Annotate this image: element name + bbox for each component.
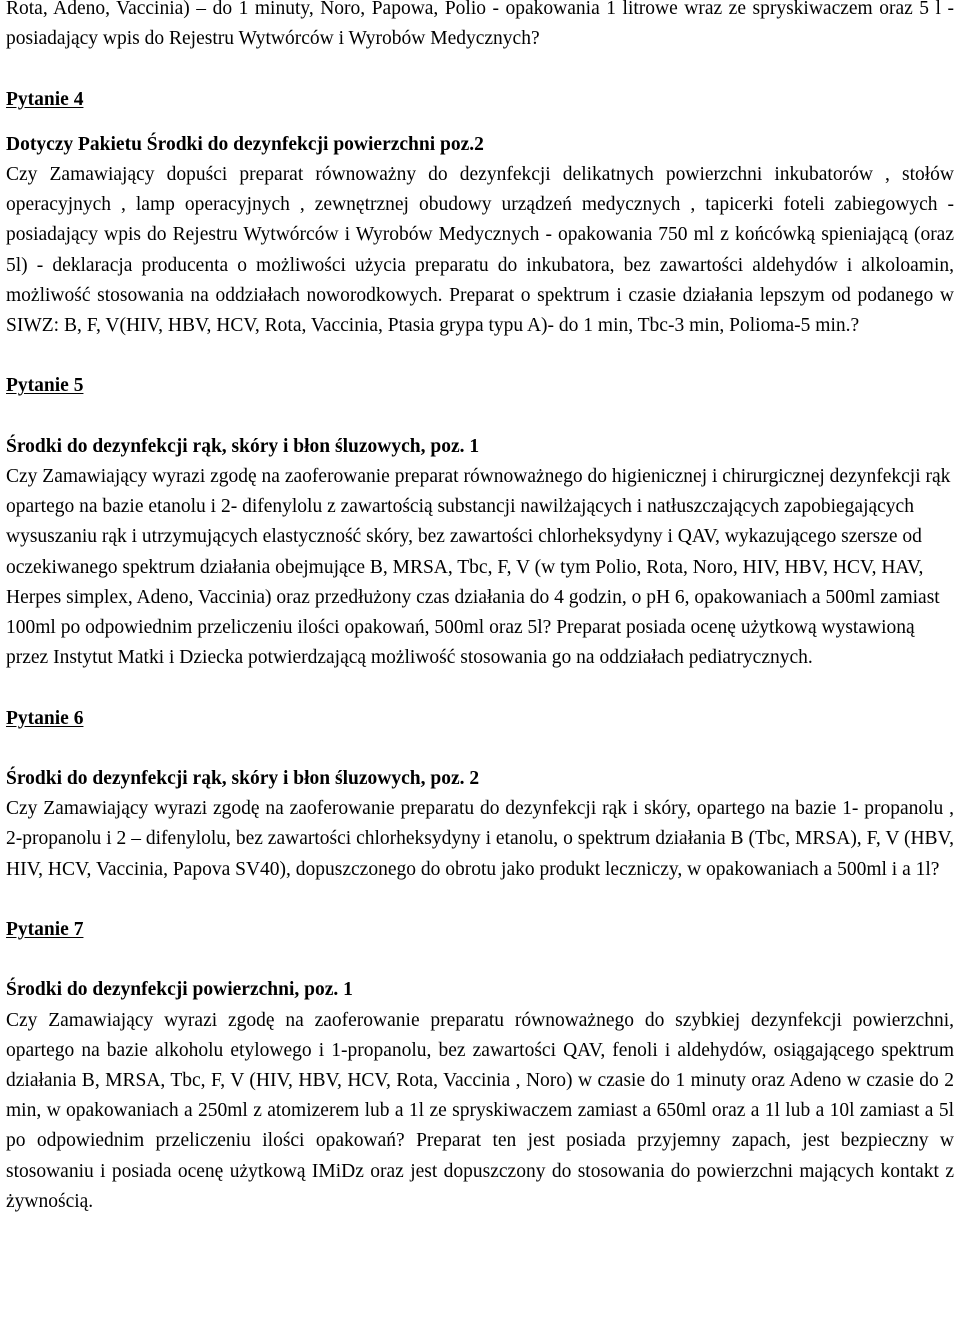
question-subject: Środki do dezynfekcji powierzchni, poz. 1: [6, 979, 353, 1001]
intro-paragraph: Rota, Adeno, Vaccinia) – do 1 minuty, Noro, Papowa, Polio - opakowania 1 litrowe wraz ze spryskiwaczem oraz 5 l - posiadający wpis do Rejestru Wytwórców i Wyrobów Medycznych?: [6, 0, 954, 50]
spacer: [6, 402, 954, 432]
question-body: Czy Zamawiający wyrazi zgodę na zaoferowanie preparatu do dezynfekcji rąk i skóry, opartego na bazie 1- propanolu , 2-propanolu i 2 – difenylolu, bez zawartości chlorheksydyny i etanolu, o spektrum działania B (Tbc, MRSA), F, V (HBV, HIV, HCV, Vaccinia, Papova SV40), dopuszczonego do obrotu jako produkt leczniczy, w opakowaniach a 500ml i a 1l?: [6, 798, 954, 880]
spacer: [6, 673, 954, 703]
question-subject: Środki do dezynfekcji rąk, skóry i błon śluzowych, poz. 1: [6, 435, 480, 457]
question-4: [6, 85, 954, 342]
document-page: [6, 0, 954, 1217]
question-title: Pytanie 4: [6, 88, 84, 110]
spacer: [6, 734, 954, 764]
question-title: Pytanie 6: [6, 707, 84, 729]
question-body: Czy Zamawiający dopuści preparat równoważny do dezynfekcji delikatnych powierzchni inkubatorów , stołów operacyjnych , lamp operacyjnych , zewnętrznej obudowy urządzeń medycznych , tapicerki foteli zabiegowych - posiadający wpis do Rejestru Wytwórców i Wyrobów Medycznych - opakowania 750 ml z końcówką spieniającą (oraz 5l) - deklaracja producenta o możliwości użycia preparatu do inkubatora, bez zawartości aldehydów i alkoloamin, możliwość stosowania na oddziałach noworodkowych. Preparat o spektrum i czasie działania lepszym od podanego w SIWZ: B, F, V(HIV, HBV, HCV, Rota, Vaccinia, Ptasia grypa typu A)- do 1 min, Tbc-3 min, Polioma-5 min.?: [6, 164, 954, 337]
question-body: Czy Zamawiający wyrazi zgodę na zaoferowanie preparatu równoważnego do szybkiej dezynfekcji powierzchni, opartego na bazie alkoholu etylowego i 1-propanolu, bez zawartości QAV, fenoli i aldehydów, osiągającego spektrum działania B, MRSA, Tbc, F, V (HIV, HBV, HCV, Rota, Vaccinia , Noro) w czasie do 1 minuty oraz Adeno w czasie do 2 min, w opakowaniach a 250ml z atomizerem lub a 1l ze spryskiwaczem zamiast a 650ml oraz a 1l lub a 10l zamiast a 5l po odpowiednim przeliczeniu ilości opakowań? Preparat ten jest posiada przyjemny zapach, jest bezpieczny w stosowaniu i posiada ocenę użytkową IMiDz oraz jest dopuszczony do stosowania do powierzchni mających kontakt z żywnością.: [6, 1009, 954, 1212]
spacer: [6, 341, 954, 371]
spacer: [6, 54, 954, 84]
question-title: Pytanie 5: [6, 375, 84, 397]
spacer: [6, 115, 954, 130]
question-title: Pytanie 7: [6, 919, 84, 940]
question-subject: Środki do dezynfekcji rąk, skóry i błon śluzowych, poz. 2: [6, 768, 480, 789]
question-body: Czy Zamawiający wyrazi zgodę na zaoferowanie preparat równoważnego do higienicznej i chirurgicznej dezynfekcji rąk opartego na bazie etanolu i 2- difenylolu z zawartością substancji nawilżających i natłuszczających zapobiegających wysuszaniu rąk i utrzymujących elastyczność skóry, bez zawartości chlorheksydyny i QAV, wykazującego szersze od oczekiwanego spektrum działania obejmujące B, MRSA, Tbc, F, V (w tym Polio, Rota, Noro, HIV, HBV, HCV, HAV, Herpes simplex, Adeno, Vaccinia) oraz przedłużony czas działania do 4 godzin, o pH 6, opakowaniach a 500ml zamiast 100ml po odpowiednim przeliczeniu ilości opakowań, 500ml oraz 5l? Preparat posiada ocenę użytkową wystawioną przez Instytut Matki i Dziecka potwierdzającą możliwość stosowania go na oddziałach pediatrycznych.: [6, 466, 951, 669]
question-subject: Dotyczy Pakietu Środki do dezynfekcji powierzchni poz.2: [6, 133, 484, 155]
spacer: [6, 885, 954, 915]
question-7: [6, 915, 954, 1217]
question-5: [6, 371, 954, 673]
question-6: [6, 704, 954, 885]
spacer: [6, 945, 954, 975]
